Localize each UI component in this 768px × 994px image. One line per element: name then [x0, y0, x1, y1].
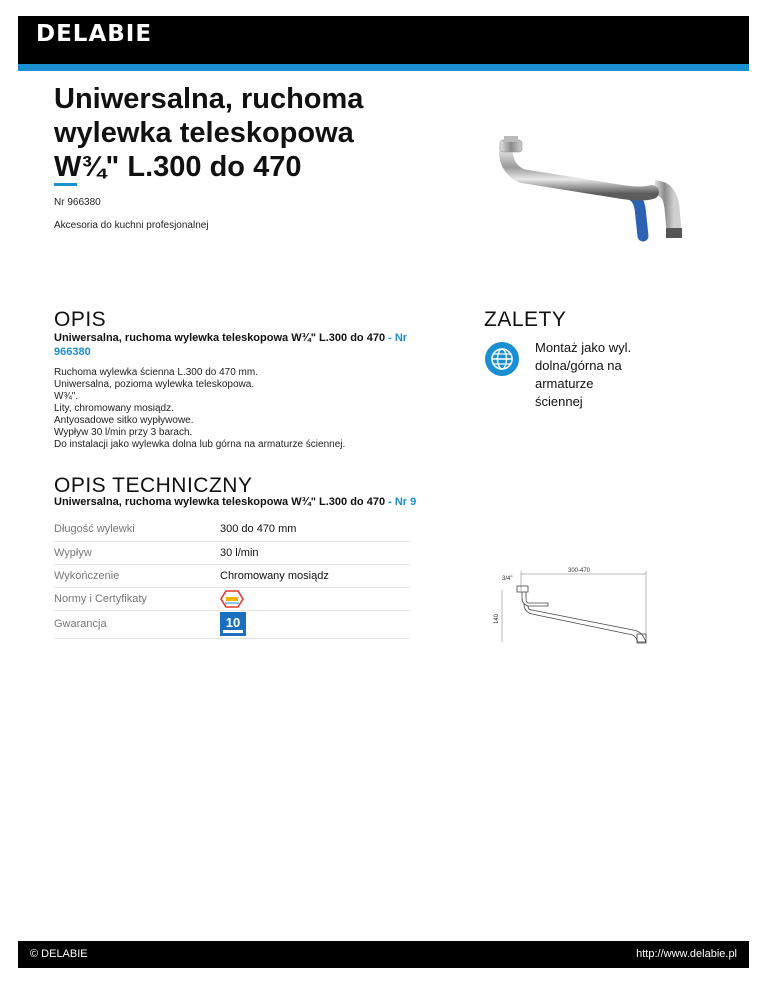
opis-subtitle-separator: - [385, 332, 395, 344]
footer-url[interactable]: http://www.delabie.pl [636, 948, 737, 960]
certification-badge-icon [220, 590, 244, 608]
spec-row-length [54, 518, 410, 541]
brand-logo[interactable]: DELABIE [36, 21, 153, 47]
title-underline [54, 183, 77, 186]
zalety-heading: ZALETY [484, 308, 567, 331]
opis-subtitle-text: Uniwersalna, ruchoma wylewka teleskopowa W¾" L.300 do 470 [54, 332, 386, 344]
spec-row-finish [54, 564, 410, 587]
benefit-text: Montaż jako wyl. dolna/górna na armaturze ściennej [535, 340, 632, 409]
spec-label: Długość wylewki [54, 523, 135, 536]
spec-label: Wypływ [54, 546, 92, 559]
warranty-10-years-icon [220, 612, 246, 636]
spec-row-certifications [54, 587, 410, 610]
spec-row-flow [54, 541, 410, 564]
globe-icon [485, 342, 519, 376]
spec-label: Gwarancja [54, 618, 107, 630]
spec-row-warranty [54, 610, 410, 638]
product-description: Ruchoma wylewka ścienna L.300 do 470 mm. Uniwersalna, pozioma wylewka teleskopowa. W¾". Lity, chromowany mosiądz. Antyosadowe sitko wypływowe. Wypływ 30 l/min przy 3 barach. Do instalacji jako wylewka dolna lub górna na armaturze ściennej. [54, 367, 346, 450]
dim-height: 140 [494, 613, 500, 624]
product-image [492, 128, 692, 248]
product-reference: Nr 966380 [54, 197, 101, 208]
spec-label: Wykończenie [54, 569, 120, 582]
spec-label: Normy i Certyfikaty [54, 592, 147, 605]
tech-subtitle [54, 495, 454, 509]
tech-subtitle-ref[interactable]: Nr 9 [394, 496, 417, 508]
tech-heading: OPIS TECHNICZNY [54, 474, 253, 497]
spec-value: 30 l/min [220, 546, 259, 559]
spec-value: Chromowany mosiądz [220, 569, 329, 582]
header-accent-stripe [18, 64, 749, 71]
opis-subtitle [54, 331, 414, 359]
tech-subtitle-text: Uniwersalna, ruchoma wylewka teleskopowa W¾" L.300 do 470 [54, 496, 386, 508]
footer-copyright: © DELABIE [30, 948, 88, 960]
tech-subtitle-separator: - [385, 496, 395, 508]
page-title: Uniwersalna, ruchoma wylewka teleskopowa W¾" L.300 do 470 [54, 83, 364, 183]
opis-subtitle-ref[interactable]: Nr 966380 [54, 332, 408, 358]
spec-table [54, 518, 410, 639]
opis-heading: OPIS [54, 308, 107, 331]
technical-drawing [488, 566, 658, 651]
dim-thread: 3/4" [502, 576, 513, 582]
product-category: Akcesoria do kuchni profesjonalnej [54, 220, 209, 231]
warranty-number: 10 [225, 615, 241, 630]
dim-length: 300-470 [568, 568, 591, 574]
spec-value: 300 do 470 mm [220, 523, 297, 536]
